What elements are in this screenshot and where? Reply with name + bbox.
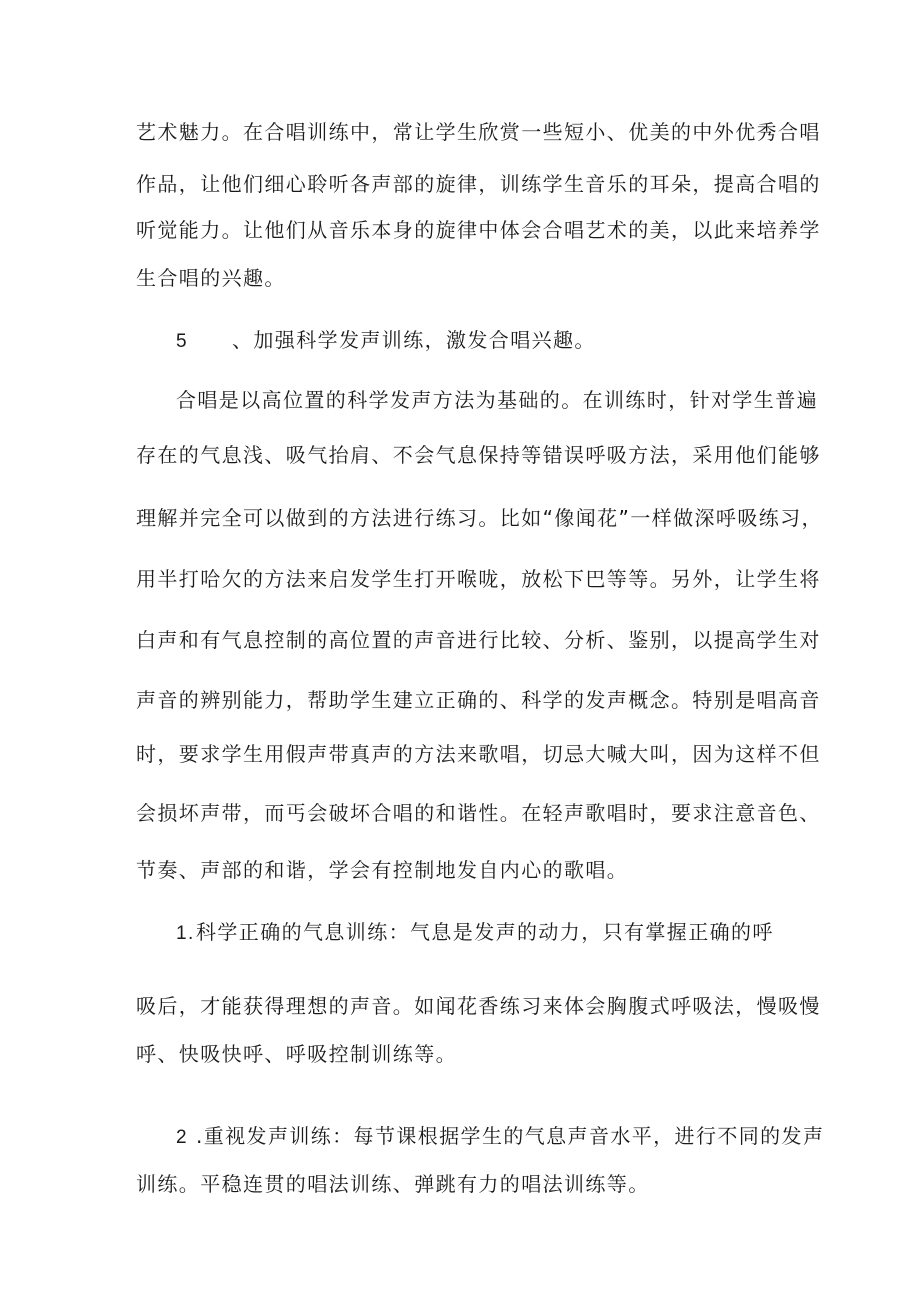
list-item-1-line-1 [176,918,774,948]
paragraph-2-line-7: 时，要求学生用假声带真声的方法来歌唱，切忌大喊大叫，因为这样不但 [136,742,821,766]
section-number: 5 [176,331,188,352]
paragraph-2-line-4: 用半打哈欠的方法来启发学生打开喉咙，放松下巴等等。另外，让学生将 [136,567,821,591]
paragraph-1-line-3: 听觉能力。让他们从音乐本身的旋律中体会合唱艺术的美，以此来培养学 [136,218,821,242]
list-item-2-number: 2 [176,1127,188,1148]
paragraph-1-line-2: 作品，让他们细心聆听各声部的旋律，训练学生音乐的耳朵，提高合唱的 [136,172,821,196]
list-item-1-number: 1. [176,923,195,944]
paragraph-2-line-2: 存在的气息浅、吸气抬肩、不会气息保持等错误呼吸方法，采用他们能够 [136,443,821,467]
list-item-2-line-2: 训练。平稳连贯的唱法训练、弹跳有力的唱法训练等。 [136,1172,650,1196]
list-item-1-line-3: 呼、快吸快呼、呼吸控制训练等。 [136,1042,457,1066]
paragraph-1-line-4: 生合唱的兴趣。 [136,266,286,290]
section-heading-text: 、加强科学发声训练，激发合唱兴趣。 [232,328,596,352]
list-item-2-line-1 [176,1122,824,1152]
paragraph-2-line-5: 白声和有气息控制的高位置的声音进行比较、分析、鉴别，以提高学生对 [136,628,821,652]
paragraph-2-line-9: 节奏、声部的和谐，学会有控制地发自内心的歌唱。 [136,858,629,882]
paragraph-2-line-8: 会损坏声带，而丐会破坏合唱的和谐性。在轻声歌唱时，要求注意音色、 [136,801,821,825]
list-item-1-text: 科学正确的气息训练：气息是发声的动力，只有掌握正确的呼 [196,920,774,944]
paragraph-1-line-1: 艺术魅力。在合唱训练中，常让学生欣赏一些短小、优美的中外优秀合唱 [136,120,821,144]
section-heading-5 [176,326,596,356]
list-item-2-text: .重视发声训练：每节课根据学生的气息声音水平，进行不同的发声 [196,1124,825,1148]
paragraph-2-line-6: 声音的辨别能力，帮助学生建立正确的、科学的发声概念。特别是唱高音 [136,688,821,712]
paragraph-2-line-3: 理解并完全可以做到的方法进行练习。比如“像闻花”一样做深呼吸练习， [136,506,823,530]
list-item-1-line-2: 吸后，才能获得理想的声音。如闻花香练习来体会胸腹式呼吸法，慢吸慢 [136,994,821,1018]
paragraph-2-line-1: 合唱是以高位置的科学发声方法为基础的。在训练时，针对学生普遍 [176,388,818,412]
